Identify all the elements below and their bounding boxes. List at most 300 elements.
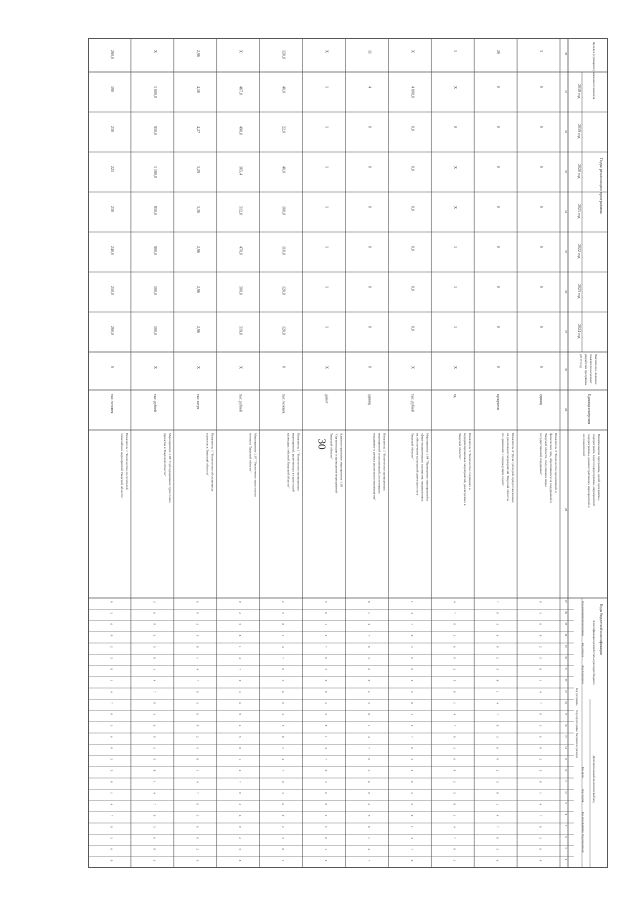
row-code-digit: 8 — [281, 736, 286, 738]
row-code-digit: 8 — [366, 713, 371, 715]
row-code-digit: 3 — [452, 859, 457, 862]
col-num-code: 17 — [564, 712, 567, 716]
row-year-value: 0 — [539, 206, 545, 208]
row-year-value: 190 — [109, 86, 115, 92]
row-fact: Х — [238, 366, 244, 369]
row-code-digit: 0 — [409, 634, 414, 637]
row-year-value: 0 — [539, 126, 545, 128]
row-year-value: 0 — [367, 286, 373, 288]
row-code-digit: 6 — [409, 769, 414, 772]
row-code-digit: 0 — [366, 758, 371, 760]
col-num-code: 26 — [564, 611, 567, 614]
row-code-digit: 8 — [366, 601, 371, 603]
row-year-value: 4 000,0 — [410, 86, 416, 98]
row-code-digit: 4 — [366, 736, 371, 738]
row-name: модернизированных мероприятий, реализуемых в — [463, 433, 468, 506]
row-code-digit: 7 — [109, 702, 114, 704]
row-year-value: 0 — [496, 166, 502, 168]
row-code-digit: 6 — [238, 814, 243, 817]
row-code-digit: 4 — [409, 837, 414, 839]
row-code-digit: 5 — [452, 792, 457, 794]
row-code-digit: 7 — [109, 814, 114, 817]
row-unit: процентов — [496, 394, 501, 410]
row-code-digit: 6 — [195, 826, 200, 828]
col-num-code: 13 — [564, 757, 567, 761]
row-year-value: 2,96 — [195, 286, 201, 293]
row-code-digit: 1 — [324, 848, 328, 850]
rotated-table-sheet — [88, 38, 608, 868]
row-name: проектов в Тверской области" — [162, 433, 167, 477]
col-num-29: 29 — [564, 408, 568, 412]
row-code-digit: 1 — [495, 691, 500, 693]
row-code-digit: 9 — [409, 781, 414, 783]
header-name: подпрограммы, административных мероприятий и — [587, 434, 591, 508]
row-name: Показатель 1 "Количество обслуженных — [210, 433, 215, 492]
row-code-digit: 3 — [152, 713, 157, 715]
row-code-digit: 2 — [495, 657, 500, 659]
row-code-digit: 9 — [495, 758, 500, 760]
row-code-digit: 3 — [452, 634, 457, 637]
row-code-digit: 6 — [281, 691, 286, 693]
row-year-value: 1 — [324, 206, 330, 208]
row-code-digit: 1 — [195, 769, 200, 772]
row-code-digit: 2 — [195, 848, 200, 850]
row-code-digit: 2 — [452, 781, 457, 783]
row-code-digit: 8 — [324, 612, 328, 614]
row-year-value: 3,29 — [195, 166, 201, 173]
row-year-value: 2,96 — [195, 246, 201, 253]
row-name: "Организация и проведение мероприятий — [334, 433, 339, 494]
row-code-digit: 2 — [195, 736, 200, 738]
row-year-value: 0,0 — [410, 326, 416, 331]
row-unit: да/нет — [324, 394, 329, 404]
row-name: календарь событий Тверской области" — [286, 433, 291, 489]
row-fact: Х — [195, 366, 201, 369]
row-code-digit: 2 — [195, 623, 200, 625]
row-year-value: 120,0 — [281, 286, 287, 295]
row-unit: тыс. человек — [109, 394, 114, 414]
header-sub2: Код раздела — [581, 643, 584, 658]
row-unit: тыс. рублей — [238, 394, 243, 412]
row-code-digit: 0 — [366, 646, 371, 648]
row-code-digit: 8 — [452, 803, 457, 805]
header-sub4c: Направление расходов — [575, 733, 578, 758]
row-code-digit: 7 — [195, 679, 200, 682]
row-code-digit: 1 — [324, 736, 328, 738]
row-code-digit: 8 — [238, 634, 243, 637]
row-code-digit: 9 — [538, 859, 543, 862]
row-code-digit: 0 — [238, 679, 243, 682]
row-name: Показатель 1 "Количество проведенных — [296, 433, 301, 491]
row-code-digit: 7 — [538, 814, 543, 817]
row-code-digit: 3 — [324, 781, 328, 783]
row-name: Тверской области" — [410, 433, 415, 460]
row-fact: 0 — [539, 366, 545, 368]
row-unit: тыс. человек — [281, 394, 286, 414]
row-code-digit: 5 — [281, 837, 286, 839]
row-year-value: 0,0 — [410, 206, 416, 211]
row-target: 26 — [496, 50, 502, 54]
row-code-digit: 8 — [195, 758, 200, 760]
row-year-value: 490,0 — [238, 126, 244, 135]
row-year-value: 0 — [367, 326, 373, 328]
row-code-digit: 0 — [452, 848, 457, 850]
row-year-value: 0 — [539, 286, 545, 288]
row-code-digit: 7 — [409, 736, 414, 738]
row-code-digit: 9 — [452, 657, 457, 659]
row-code-digit: 7 — [409, 848, 414, 850]
header-name: подпрограмм, задач подпрограммы, мероприятий — [592, 434, 596, 506]
col-num-37: 37 — [564, 330, 568, 334]
row-year-value: 4,56 — [195, 86, 201, 93]
row-code-digit: 5 — [538, 769, 543, 772]
row-year-value: Х — [453, 206, 459, 209]
row-code-digit: 2 — [152, 859, 157, 862]
row-year-value: 0 — [367, 206, 373, 208]
row-code-digit: 5 — [409, 691, 414, 693]
row-target: Х — [238, 50, 244, 53]
row-code-digit: 8 — [152, 657, 157, 659]
row-code-digit: 8 — [324, 724, 328, 727]
row-code-digit: 9 — [109, 634, 114, 637]
row-name: поддержку в рамках реализации мероприятия" — [372, 433, 377, 501]
row-code-digit: 2 — [366, 691, 371, 693]
col-num-code: 12 — [564, 768, 567, 772]
col-num-31: 31 — [564, 90, 568, 94]
row-year-value: 240,0 — [109, 246, 115, 255]
row-code-digit: 7 — [495, 713, 500, 715]
row-code-digit: 1 — [452, 814, 457, 817]
row-code-digit: 2 — [281, 826, 286, 828]
header-year-1: 2018 год — [577, 84, 582, 99]
row-code-digit: 2 — [409, 792, 414, 794]
row-code-digit: 3 — [409, 646, 414, 648]
row-code-digit: 2 — [324, 702, 328, 704]
row-code-digit: 5 — [109, 769, 114, 772]
row-year-value: 1 000,0 — [152, 86, 158, 98]
row-fact: Х — [410, 366, 416, 369]
row-year-value: 1 — [453, 326, 459, 328]
row-name: мероприятий, включенных в туристский — [291, 433, 296, 492]
row-code-digit: 6 — [238, 702, 243, 704]
row-code-digit: 5 — [238, 736, 243, 738]
header-unit: Единица измерения — [587, 394, 591, 425]
row-code-digit: 1 — [409, 713, 414, 715]
row-code-digit: 4 — [324, 634, 328, 637]
row-code-digit: 7 — [324, 646, 328, 648]
row-unit: тыс. рублей — [152, 394, 157, 412]
row-year-value: 1 — [324, 126, 330, 128]
row-code-digit: 5 — [281, 612, 286, 614]
row-name: Тверской области" — [458, 433, 463, 460]
row-year-value: 230 — [109, 126, 115, 132]
row-code-digit: 2 — [109, 646, 114, 648]
row-year-value: 467,0 — [238, 86, 244, 95]
row-code-digit: 4 — [281, 758, 286, 760]
row-code-digit: 6 — [195, 601, 200, 603]
row-code-digit: 9 — [366, 679, 371, 682]
row-name: на обеспечение культурной деятельности в — [415, 433, 420, 496]
row-code-digit: 3 — [109, 724, 114, 727]
row-code-digit: 5 — [324, 601, 328, 603]
header-fact: Фактическое значение — [594, 354, 598, 385]
row-code-digit: 0 — [409, 747, 414, 749]
row-code-digit: 5 — [152, 758, 157, 760]
row-code-digit: 6 — [538, 848, 543, 850]
row-code-digit: 9 — [366, 792, 371, 794]
row-code-digit: 3 — [238, 803, 243, 805]
row-code-digit: 0 — [152, 814, 157, 817]
row-code-digit: 7 — [538, 702, 543, 704]
row-code-digit: 8 — [109, 781, 114, 783]
row-code-digit: 3 — [538, 837, 543, 839]
row-fact: 0 — [281, 366, 287, 368]
row-code-digit: 8 — [152, 769, 157, 772]
row-unit: ед. — [453, 394, 458, 399]
col-num-33: 33 — [564, 170, 568, 174]
row-code-digit: 0 — [452, 623, 457, 625]
row-code-digit: 1 — [109, 792, 114, 794]
row-name: туристов в Тверской области" — [205, 433, 210, 476]
header-sub1: Код исполнителя программы — [581, 601, 584, 636]
row-year-value: 900,0 — [152, 246, 158, 255]
col-num-code: 8 — [564, 813, 567, 816]
row-code-digit: 3 — [495, 848, 500, 850]
row-code-digit: 7 — [452, 837, 457, 839]
row-code-digit: 0 — [538, 713, 543, 715]
row-year-value: 500,0 — [238, 286, 244, 295]
row-code-digit: 2 — [152, 747, 157, 749]
row-code-digit: 9 — [109, 859, 114, 862]
header-mid-a: Код цели — [581, 766, 584, 778]
row-code-digit: 4 — [366, 623, 371, 625]
row-code-digit: 7 — [195, 792, 200, 794]
row-year-value: 4,27 — [195, 126, 201, 133]
row-code-digit: 0 — [238, 792, 243, 794]
col-num-code: 9 — [564, 802, 567, 804]
row-code-digit: 8 — [281, 848, 286, 850]
row-name: Показатель 3 "Количество организаций и — [554, 433, 558, 493]
row-year-value: 1 — [324, 86, 330, 88]
row-unit: единиц — [367, 394, 372, 406]
row-code-digit: 6 — [324, 679, 328, 682]
row-year-value: 1 — [453, 286, 459, 288]
row-code-digit: 9 — [109, 747, 114, 749]
row-code-digit: 9 — [281, 702, 286, 704]
row-code-digit: 9 — [452, 769, 457, 772]
col-num-30: 30 — [564, 368, 568, 372]
row-code-digit: 6 — [109, 736, 114, 738]
row-year-value: 0 — [496, 126, 502, 128]
row-year-value: 0 — [496, 326, 502, 328]
row-code-digit: 1 — [195, 657, 200, 659]
col-num-34: 34 — [564, 210, 568, 214]
header-target: Целевое (суммарное) значение показателя — [592, 42, 596, 100]
row-code-digit: 3 — [409, 758, 414, 760]
row-year-value: 0 — [539, 166, 545, 168]
header-mid-d: Код показателя — [581, 834, 584, 853]
col-num-code: 18 — [564, 701, 567, 704]
row-code-digit: 0 — [495, 837, 500, 839]
row-code-digit: 8 — [366, 826, 371, 828]
row-name: Административное мероприятие 1.05 — [339, 433, 344, 488]
row-name: государственной поддержки" — [539, 433, 543, 476]
row-code-digit: 0 — [409, 859, 414, 862]
row-code-digit: 5 — [538, 657, 543, 659]
row-name: сфере модернизации и развития, направленных — [420, 433, 425, 502]
header-year-5: 2022 год — [577, 244, 582, 259]
row-code-digit: 0 — [538, 826, 543, 828]
row-year-value: 0 — [367, 126, 373, 128]
row-code-digit: 9 — [238, 826, 243, 828]
row-code-digit: 0 — [195, 803, 200, 805]
row-code-digit: 3 — [281, 792, 286, 794]
row-code-digit: 7 — [281, 769, 286, 772]
header-sub3: Код подраздела — [581, 665, 584, 684]
row-fact: 0 — [367, 366, 373, 368]
row-code-digit: 1 — [324, 623, 328, 625]
row-code-digit: 3 — [538, 724, 543, 727]
row-code-digit: 0 — [109, 713, 114, 715]
row-year-value: 2,96 — [195, 326, 201, 333]
header-year-3: 2020 год — [577, 164, 582, 179]
row-code-digit: 9 — [152, 848, 157, 850]
row-code-digit: 9 — [152, 623, 157, 625]
row-year-value: 0 — [496, 286, 502, 288]
row-code-digit: 1 — [152, 668, 157, 670]
row-code-digit: 5 — [195, 634, 200, 637]
row-code-digit: 0 — [495, 612, 500, 614]
col-num-code: 19 — [564, 690, 567, 693]
col-num-code: 4 — [564, 858, 567, 861]
row-code-digit: 8 — [238, 747, 243, 749]
row-code-digit: 2 — [109, 758, 114, 760]
row-code-digit: 5 — [152, 646, 157, 648]
row-code-digit: 7 — [366, 747, 371, 749]
row-year-value: Х — [453, 166, 459, 169]
row-year-value: 500,0 — [152, 286, 158, 295]
row-code-digit: 6 — [109, 848, 114, 850]
row-code-digit: 1 — [538, 679, 543, 682]
row-code-digit: 3 — [195, 814, 200, 817]
header-year-7: 2024 год — [577, 324, 582, 339]
row-code-digit: 6 — [495, 747, 500, 749]
row-code-digit: 9 — [324, 803, 328, 805]
row-year-value: 0 — [539, 326, 545, 328]
row-code-digit: 8 — [452, 691, 457, 693]
row-code-digit: 1 — [495, 803, 500, 805]
row-name: Тверской области, получивших меры — [544, 433, 548, 487]
header-year-4: 2021 год — [577, 204, 582, 219]
row-code-digit: 1 — [409, 826, 414, 828]
row-code-digit: 1 — [238, 758, 243, 760]
row-year-value: 40,0 — [281, 166, 287, 173]
row-year-value: 0 — [496, 246, 502, 248]
row-code-digit: 8 — [238, 859, 243, 862]
row-code-digit: 5 — [195, 859, 200, 862]
row-code-digit: 4 — [281, 646, 286, 648]
col-num-code: 7 — [564, 825, 567, 827]
row-target: 2,96 — [195, 50, 201, 57]
row-code-digit: 4 — [324, 859, 328, 862]
col-num-code: 24 — [564, 633, 567, 637]
row-code-digit: 0 — [495, 724, 500, 727]
row-code-digit: 4 — [109, 691, 114, 693]
row-code-digit: 7 — [366, 859, 371, 862]
row-code-digit: 6 — [152, 724, 157, 727]
header-codes-group: Коды бюджетной классификации — [599, 604, 603, 655]
row-code-digit: 0 — [195, 691, 200, 693]
row-year-value: 1 — [453, 246, 459, 248]
row-code-digit: 5 — [238, 623, 243, 625]
row-target: Х — [410, 50, 416, 53]
row-code-digit: 4 — [452, 826, 457, 828]
row-code-digit: 2 — [281, 713, 286, 715]
row-code-digit: 1 — [281, 747, 286, 749]
row-target: Х — [324, 50, 330, 53]
row-code-digit: 2 — [238, 837, 243, 839]
row-fact: Х — [152, 366, 158, 369]
row-code-digit: 0 — [109, 826, 114, 828]
row-name: событийных мероприятий Тверской области" — [119, 433, 124, 499]
row-code-digit: 7 — [152, 803, 157, 805]
row-target: 1 — [453, 50, 459, 52]
row-code-digit: 3 — [495, 736, 500, 738]
row-code-digit: 4 — [195, 668, 200, 670]
row-code-digit: 7 — [452, 612, 457, 614]
row-year-value: 470,0 — [238, 246, 244, 255]
row-code-digit: 9 — [195, 724, 200, 727]
row-code-digit: 1 — [109, 679, 114, 682]
row-name: Показатель 5 "Количество созданных и — [468, 433, 473, 490]
row-code-digit: 7 — [324, 758, 328, 760]
row-year-value: 500,0 — [152, 326, 158, 335]
row-code-digit: 1 — [281, 634, 286, 637]
row-code-digit: 2 — [366, 803, 371, 805]
row-year-value: 4 — [367, 86, 373, 88]
row-code-digit: 6 — [324, 792, 328, 794]
col-num-32: 32 — [564, 130, 568, 134]
row-unit: единиц — [539, 394, 544, 406]
row-target: 3 — [539, 50, 545, 52]
row-code-digit: 4 — [238, 657, 243, 659]
row-target: Х — [152, 50, 158, 53]
row-code-digit: 4 — [452, 713, 457, 715]
row-code-digit: 7 — [409, 623, 414, 625]
row-code-digit: 3 — [195, 702, 200, 704]
row-name: мероприятий и организаций, получивших — [377, 433, 382, 494]
row-code-digit: 2 — [409, 679, 414, 682]
row-year-value: 1 — [324, 286, 330, 288]
row-name: Мероприятие 1.07 "Увеличение туристского — [253, 433, 258, 497]
row-fact: 0 — [496, 366, 502, 368]
row-year-value: Х — [453, 86, 459, 89]
row-year-value: 512,0 — [238, 206, 244, 215]
row-target: 11 — [367, 50, 373, 54]
row-year-value: 1 190,0 — [152, 166, 158, 178]
header-sub4b: Код подпрограммы — [575, 710, 578, 732]
col-num-code: 20 — [564, 678, 567, 682]
col-num-code: 25 — [564, 622, 567, 626]
col-num-code: 15 — [564, 735, 567, 738]
row-code-digit: 2 — [538, 758, 543, 760]
row-code-digit: 5 — [495, 781, 500, 783]
row-code-digit: 6 — [281, 803, 286, 805]
row-year-value: 1 — [324, 326, 330, 328]
row-code-digit: 1 — [238, 646, 243, 648]
row-code-digit: 2 — [281, 601, 286, 603]
row-code-digit: 4 — [409, 724, 414, 727]
